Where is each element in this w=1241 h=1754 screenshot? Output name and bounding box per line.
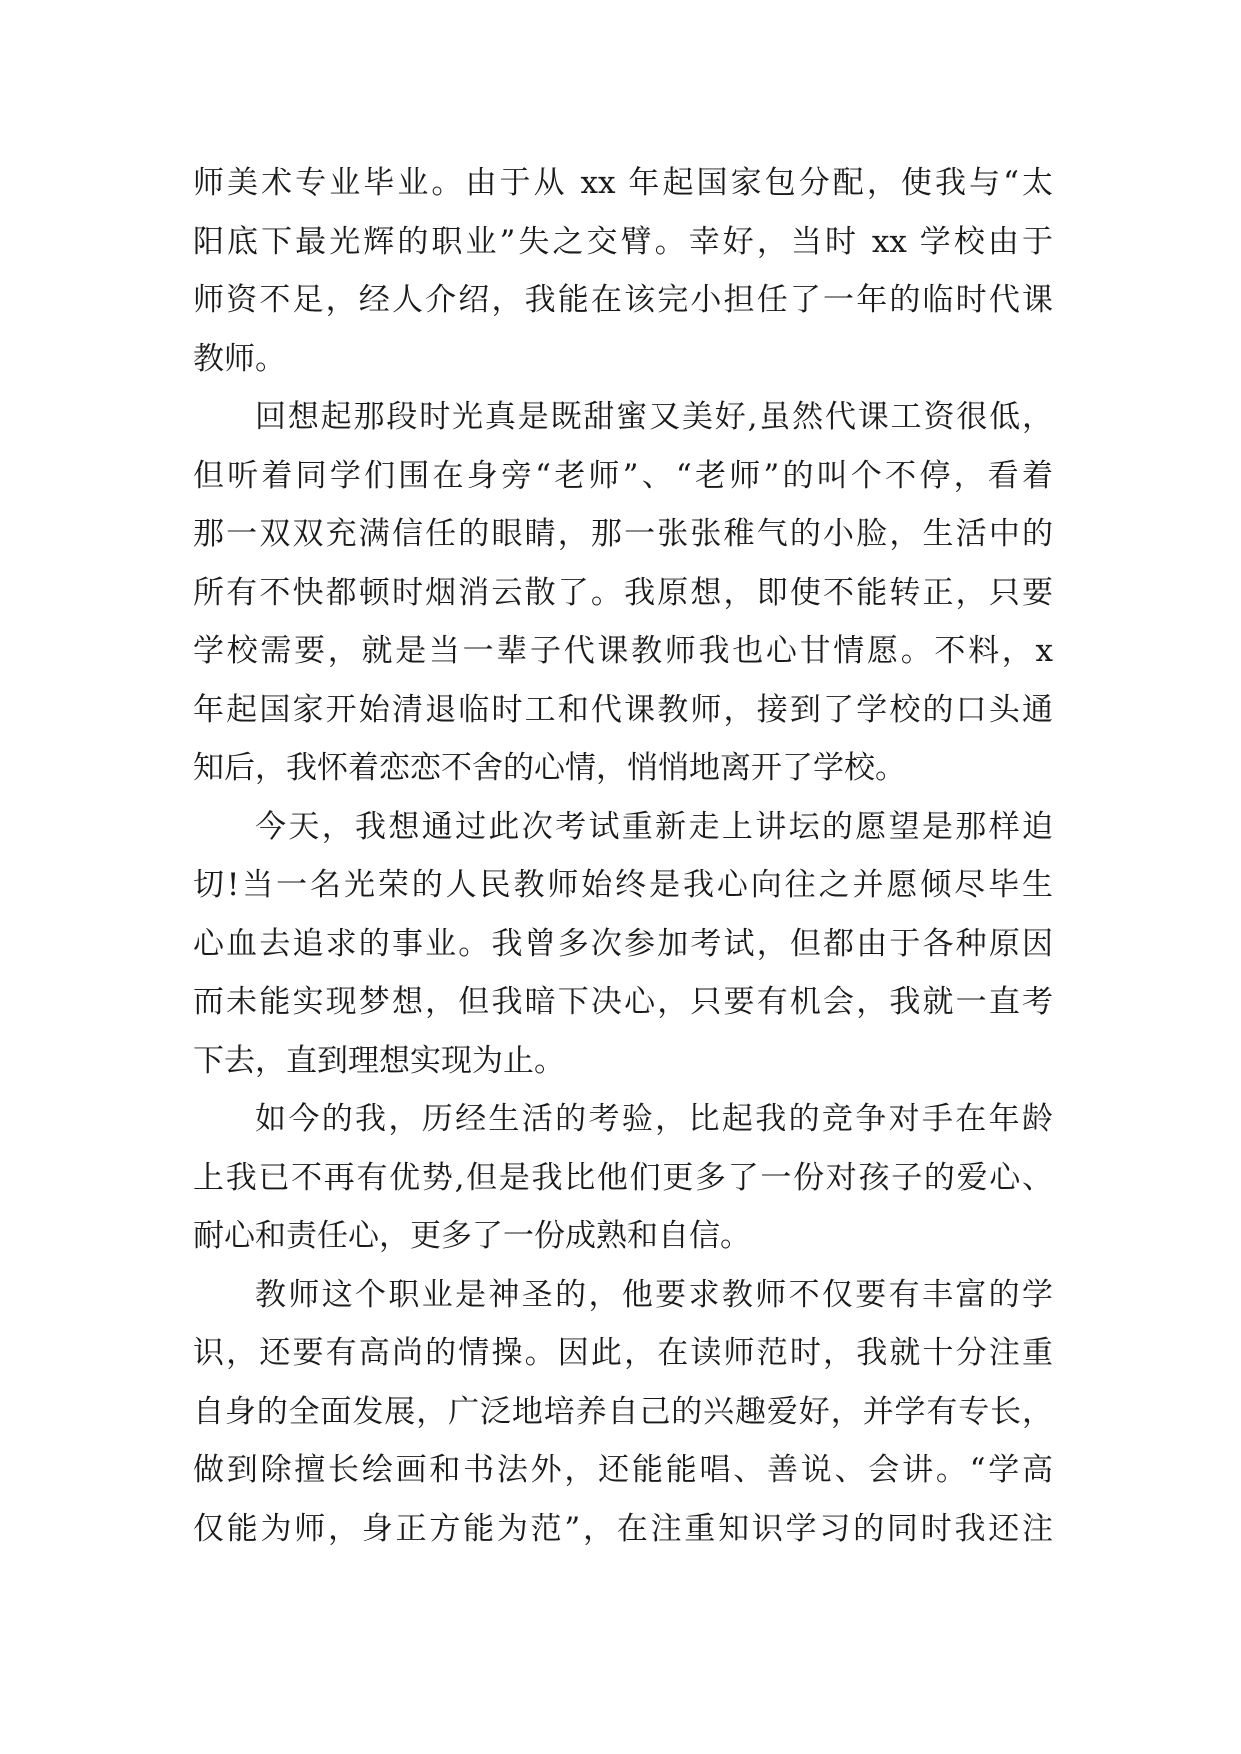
paragraph-start-line: 如今的我，历经生活的考验，比起我的竞争对手在年龄 (255, 1101, 1053, 1137)
text-line: 下去，直到理想实现为止。 (193, 1042, 565, 1079)
text-line: 知后，我怀着恋恋不舍的心情，悄悄地离开了学校。 (193, 750, 906, 786)
text-line: 识，还要有高尚的情操。因此，在读师范时，我就十分注重 (193, 1335, 1053, 1371)
text-line: 心血去追求的事业。我曾多次参加考试，但都由于各种原因 (193, 925, 1053, 962)
paragraph-start-line: 回想起那段时光真是既甜蜜又美好,虽然代课工资很低， (255, 399, 1053, 435)
text-line: 阳底下最光辉的职业”失之交臂。幸好，当时 xx 学校由于 (193, 223, 1053, 260)
text-line: 但听着同学们围在身旁“老师”、“老师”的叫个不停，看着 (193, 457, 1053, 494)
text-line: 而未能实现梦想，但我暗下决心，只要有机会，我就一直考 (193, 984, 1053, 1020)
text-line: 耐心和责任心，更多了一份成熟和自信。 (193, 1218, 751, 1254)
text-line: 做到除擅长绘画和书法外，还能能唱、善说、会讲。“学高 (193, 1452, 1053, 1488)
text-line: 上我已不再有优势,但是我比他们更多了一份对孩子的爱心、 (193, 1159, 1053, 1196)
text-line: 教师。 (193, 340, 286, 377)
text-line: 仅能为师，身正方能为范”，在注重知识学习的同时我还注 (193, 1510, 1053, 1547)
text-line: 年起国家开始清退临时工和代课教师，接到了学校的口头通 (193, 691, 1053, 728)
paragraph-start-line: 教师这个职业是神圣的，他要求教师不仅要有丰富的学 (255, 1276, 1053, 1313)
body-text (193, 154, 1053, 1558)
paragraph-start-line: 今天，我想通过此次考试重新走上讲坛的愿望是那样迫 (255, 808, 1053, 845)
text-line: 师资不足，经人介绍，我能在该完小担任了一年的临时代课 (193, 282, 1053, 318)
text-line: 切!当一名光荣的人民教师始终是我心向往之并愿倾尽毕生 (193, 867, 1053, 903)
text-line: 那一双双充满信任的眼睛，那一张张稚气的小脸，生活中的 (193, 516, 1053, 552)
text-line: 自身的全面发展，广泛地培养自己的兴趣爱好，并学有专长， (193, 1393, 1053, 1430)
text-line: 所有不快都顿时烟消云散了。我原想，即使不能转正，只要 (193, 574, 1053, 611)
text-line: 学校需要，就是当一辈子代课教师我也心甘情愿。不料，x (193, 633, 1053, 669)
text-line: 师美术专业毕业。由于从 xx 年起国家包分配，使我与“太 (193, 165, 1053, 201)
